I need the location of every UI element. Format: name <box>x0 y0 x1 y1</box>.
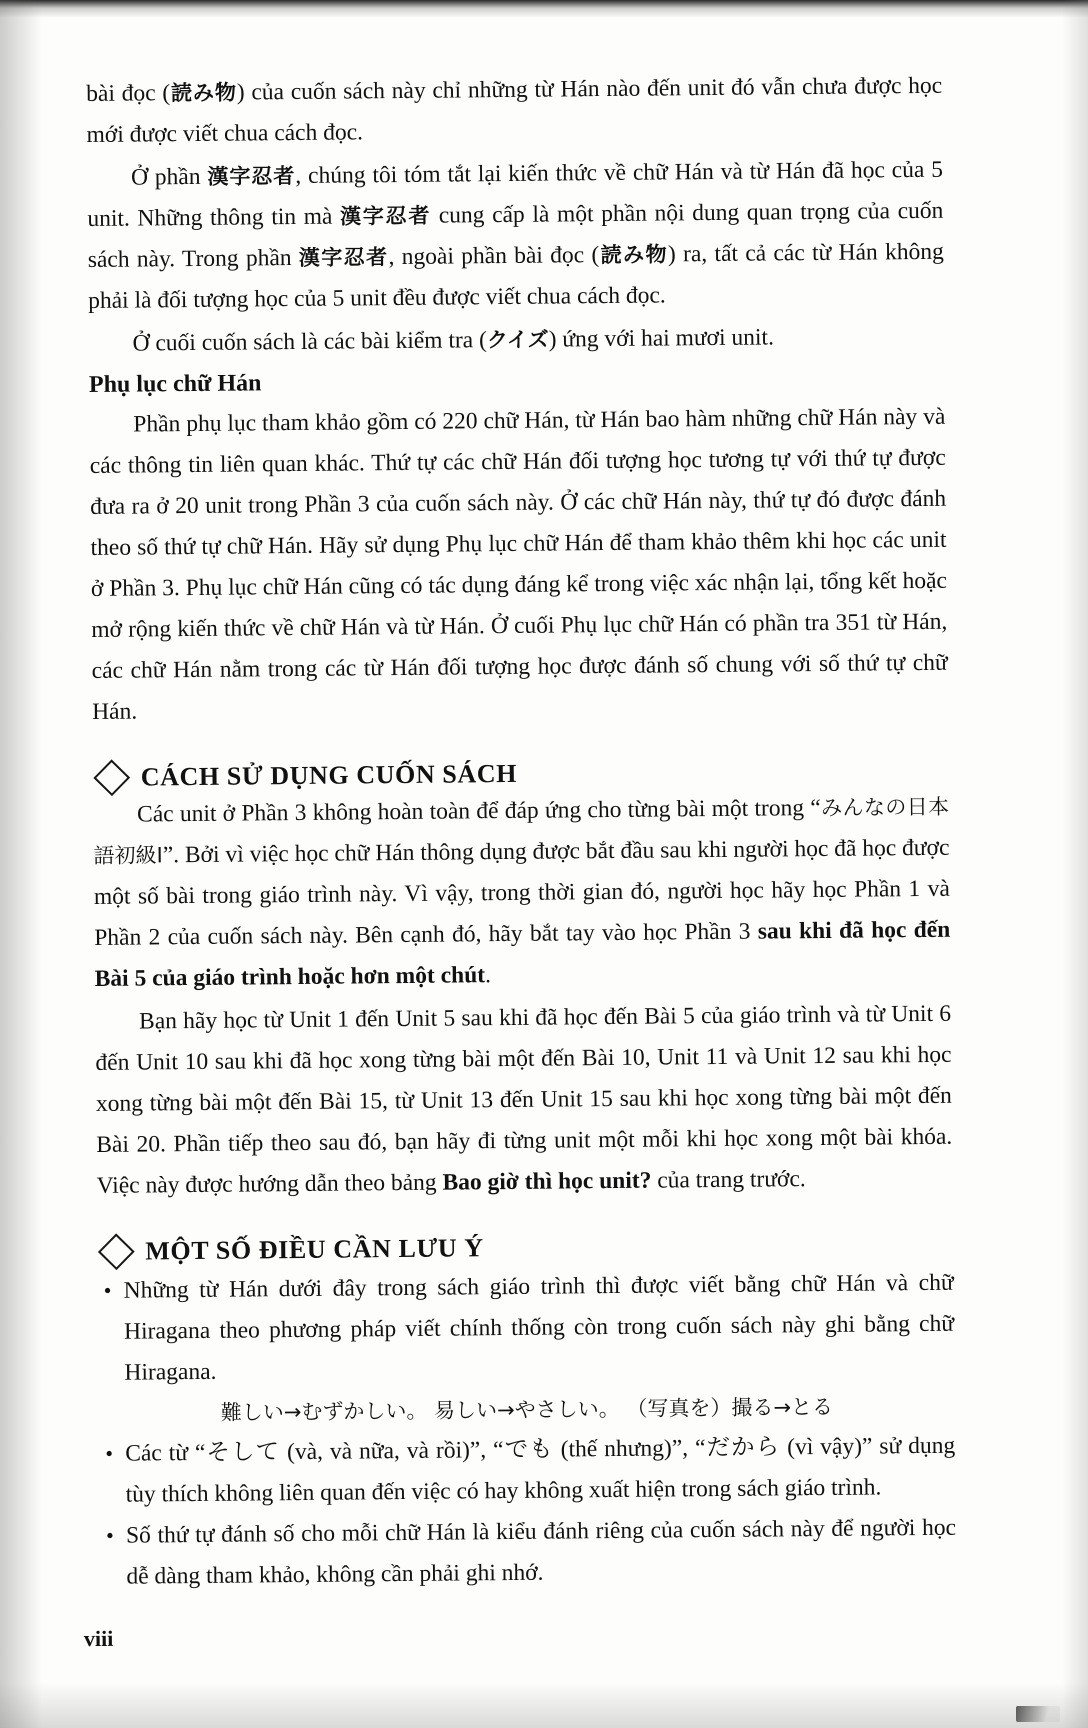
emphasis-lesson5: sau khi đã học đến Bài 5 của giáo trình hoặc hơn một chút <box>94 916 951 992</box>
katakana-quiz: クイズ <box>486 327 549 353</box>
page-number: viii <box>83 1625 114 1652</box>
list-item-text: Số thứ tự đánh số cho mỗi chữ Hán là kiểu đánh riêng của cuốn sách này để người học dễ dàng tham khảo, không cần phải ghi nhớ. <box>125 1514 957 1590</box>
text-fragment: , ngoài phần bài đọc ( <box>388 242 600 271</box>
text-fragment: Bạn hãy học từ Unit 1 đến Unit 5 sau khi đã học đến Bài 5 của giáo trình và từ Unit 6 đến Unit 10 sau khi đã học xong từng bài một đến Bài 10, Unit 11 và Unit 12 sau khi học xong từng bài một đến Bài 15, từ Unit 13 đến Unit 15 sau khi học xong từng bài một đến Bài 20. Phần tiếp theo sau đó, bạn hãy đi từng unit một mỗi khi học xong một bài khóa. Việc này được hướng dẫn theo bảng <box>95 1000 953 1199</box>
paragraph-text: ) của cuốn sách này chỉ những từ Hán nào đến unit đó vẫn chưa được học mới được viết chua cách đọc. <box>86 72 943 148</box>
scan-edge-top <box>0 0 1088 18</box>
list-item <box>99 1426 956 1516</box>
text-fragment: Ở cuối cuốn sách là các bài kiểm tra ( <box>132 327 488 357</box>
page-content <box>86 66 957 1598</box>
text-fragment: Ở phần <box>130 163 208 191</box>
paragraph-usage-1 <box>93 787 951 1000</box>
diamond-bullet-icon <box>93 759 130 796</box>
notes-list <box>97 1263 956 1598</box>
kanji-ninja-3: 漢字忍者 <box>298 245 389 270</box>
paragraph-continued <box>86 66 943 156</box>
kanji-yomimono: 読み物 <box>170 80 237 106</box>
text-fragment: ”. Bởi vì việc học chữ Hán thông dụng được bắt đầu sau khi người học đã học được một số bài trong giáo trình này. Vì vậy, trong thời gian đó, người học hãy học Phần 1 và Phần 2 của cuốn sách này. Bên cạnh đó, hãy bắt tay vào học Phần 3 <box>93 834 950 951</box>
section-heading-notes-label: MỘT SỐ ĐIỀU CẦN LƯU Ý <box>145 1233 484 1266</box>
text-fragment: ) ứng với hai mươi unit. <box>548 324 775 353</box>
text-fragment: , chúng tôi tóm tắt lại kiến thức về chữ Hán và từ Hán đã học của 5 unit. Những thông tin mà <box>87 156 944 232</box>
section-heading-usage-label: CÁCH SỬ DỤNG CUỐN SÁCH <box>140 758 518 792</box>
kanji-ninja-2: 漢字忍者 <box>339 203 432 229</box>
kanji-ninja-1: 漢字忍者 <box>207 163 296 189</box>
textbook-title-jp: みんなの日本語初級Ⅰ <box>93 794 950 868</box>
scan-edge-bottom <box>0 1682 1088 1728</box>
text-fragment: cung cấp là một phần nội dung quan trọng của cuốn sách này. Trong phần <box>87 197 944 273</box>
paragraph-usage-2 <box>95 994 953 1207</box>
paragraph-kanji-ninja <box>87 150 945 322</box>
text-fragment: . <box>484 962 492 989</box>
kanji-yomimono-2: 読み物 <box>599 242 669 268</box>
scan-edge-left <box>0 0 42 1728</box>
section-heading-notes <box>97 1229 953 1267</box>
list-item-text: Các từ “そして (và, và nữa, và rồi)”, “でも (thế nhưng)”, “だから (vì vậy)” sử dụng tùy thích không liên quan đến việc có hay không xuất hiện trong sách giáo trình. <box>125 1432 956 1508</box>
list-item <box>100 1508 957 1598</box>
subheading-kanji-appendix: Phụ lục chữ Hán <box>88 370 262 398</box>
text-fragment: của trang trước. <box>651 1166 806 1194</box>
text-fragment: Các unit ở Phần 3 không hoàn toàn để đáp ứng cho từng bài một trong “ <box>136 794 821 828</box>
emphasis-table-name: Bao giờ thì học unit? <box>442 1167 652 1196</box>
list-item <box>97 1263 955 1434</box>
scan-edge-right <box>1062 0 1088 1728</box>
scan-corner-artifact <box>1016 1706 1060 1722</box>
text-fragment: ) ra, tất cả các từ Hán không phải là đối tượng học của 5 unit đều được viết chua cách đọc. <box>88 238 944 314</box>
paragraph-text: bài đọc ( <box>86 80 171 107</box>
paragraph-appendix-body: Phần phụ lục tham khảo gồm có 220 chữ Hán, từ Hán bao hàm những chữ Hán này và các thông tin liên quan khác. Thứ tự các chữ Hán đối tượng học tương tự với thứ tự được đưa ra ở 20 unit trong Phần 3 của cuốn sách này. Ở các chữ Hán này, thứ tự đó được đánh theo số thứ tự chữ Hán. Hãy sử dụng Phụ lục chữ Hán để tham khảo thêm khi học các unit ở Phần 3. Phụ lục chữ Hán cũng có tác dụng đáng kể trong việc xác nhận lại, tổng kết hoặc mở rộng kiến thức về chữ Hán và từ Hán. Ở cuối Phụ lục chữ Hán có phần tra 351 từ Hán, các chữ Hán nằm trong các từ Hán đối tượng học được đánh số chung với số thứ tự chữ Hán. <box>89 403 948 725</box>
japanese-examples-line: 難しい→むずかしい。 易しい→やさしい。 （写真を）撮る→とる <box>220 1394 834 1425</box>
diamond-bullet-icon <box>98 1233 135 1270</box>
list-item-text: Những từ Hán dưới đây trong sách giáo trình thì được viết bằng chữ Hán và chữ Hiragana theo phương pháp viết chính thống còn trong cuốn sách này ghi bằng chữ Hiragana. <box>123 1269 955 1386</box>
